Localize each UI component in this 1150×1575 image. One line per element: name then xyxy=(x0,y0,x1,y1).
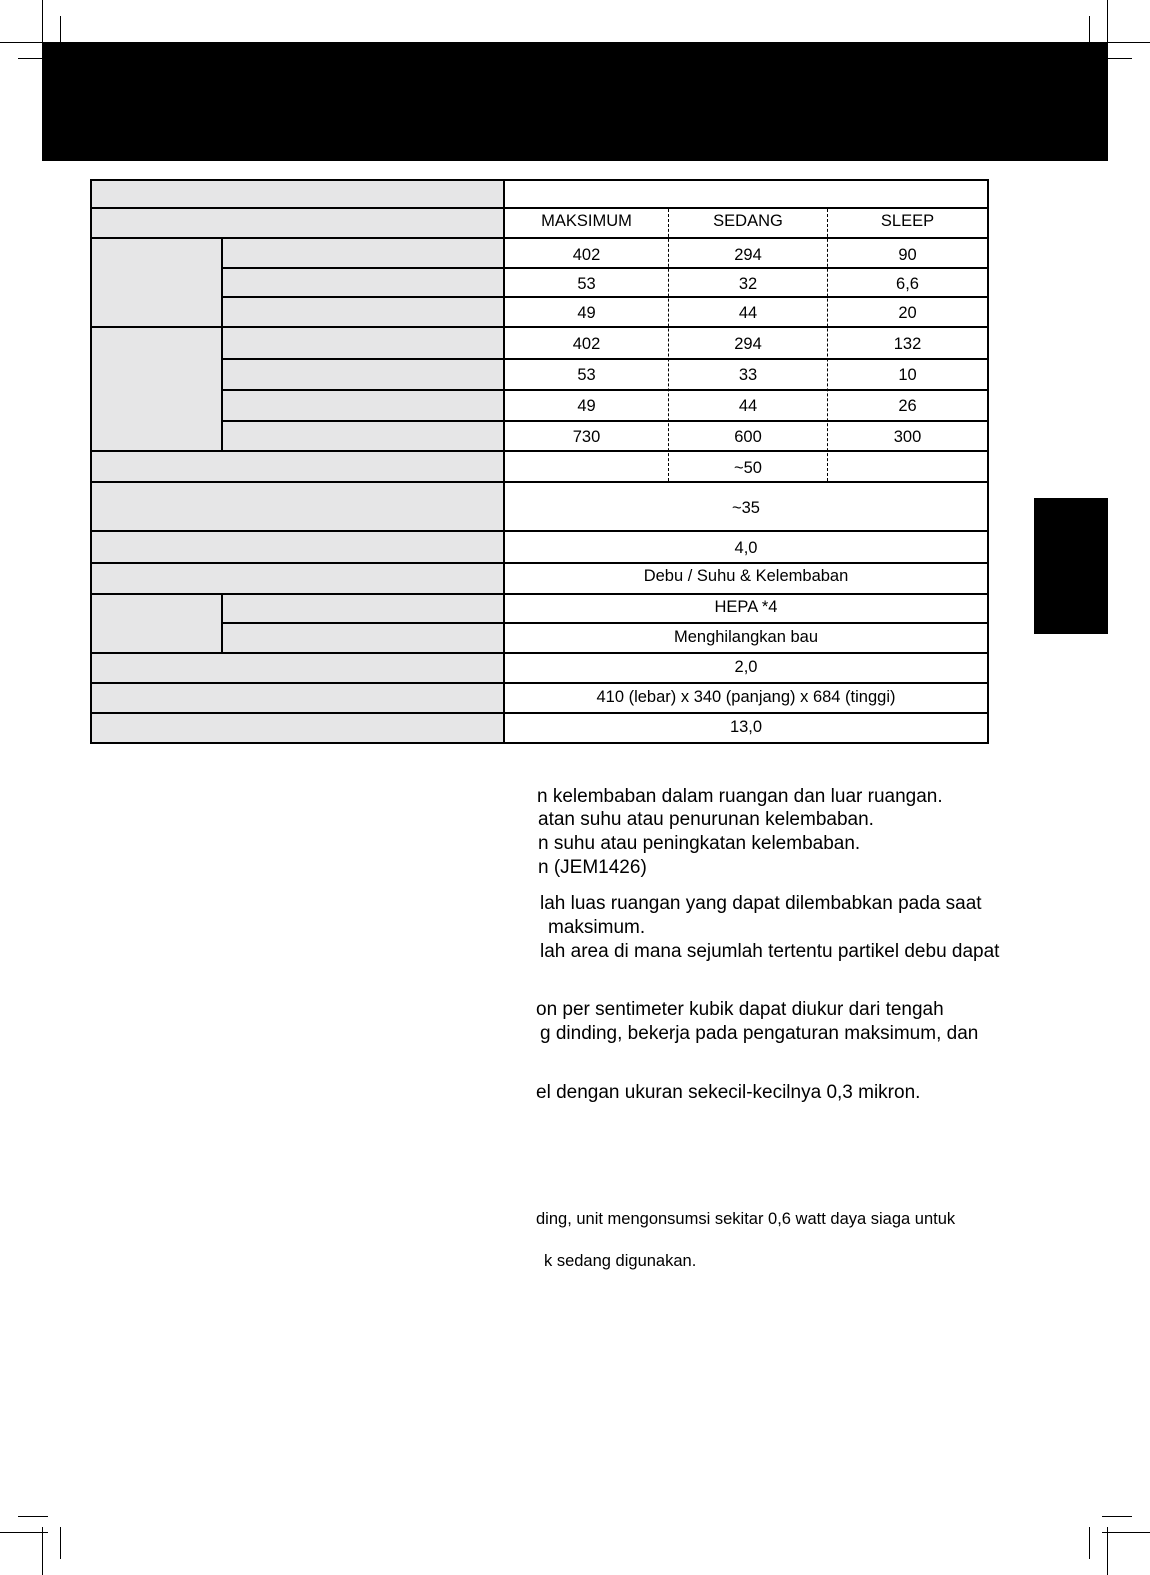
footnote-line: ding, unit mengonsumsi sekitar 0,6 watt daya siaga untuk xyxy=(536,1210,956,1228)
table-cell: HEPA *4 xyxy=(714,598,778,616)
table-cell: Menghilangkan bau xyxy=(673,628,819,646)
table-cell: 49 xyxy=(577,304,596,322)
table-cell: 33 xyxy=(738,366,758,384)
table-cell: 300 xyxy=(893,428,922,446)
column-header: MAKSIMUM xyxy=(541,212,632,230)
table-cell: 2,0 xyxy=(734,658,758,676)
footnote-line: maksimum. xyxy=(548,917,646,938)
table-cell: 4,0 xyxy=(734,539,758,557)
table-cell: 53 xyxy=(577,275,596,293)
footnote-line: n (JEM1426) xyxy=(538,857,647,878)
table-cell: 13,0 xyxy=(729,718,763,736)
footnote-line: n suhu atau peningkatan kelembaban. xyxy=(538,833,861,854)
table-cell: 90 xyxy=(898,246,917,264)
footnote-line: lah area di mana sejumlah tertentu partikel debu dapat xyxy=(540,941,1000,962)
table-cell: 53 xyxy=(577,366,596,384)
table-cell: 132 xyxy=(893,335,922,353)
footnote-line: g dinding, bekerja pada pengaturan maksimum, dan xyxy=(540,1023,979,1044)
section-side-tab xyxy=(1034,498,1108,634)
table-cell: 32 xyxy=(738,275,758,293)
table-cell: 44 xyxy=(738,304,758,322)
table-cell: 410 (lebar) x 340 (panjang) x 684 (tinggi) xyxy=(596,688,896,706)
column-header: SEDANG xyxy=(713,212,783,230)
column-header: SLEEP xyxy=(880,212,935,230)
table-cell: 294 xyxy=(734,335,762,353)
table-cell: 6,6 xyxy=(896,275,919,293)
label-cell xyxy=(90,179,504,743)
table-cell: ~35 xyxy=(732,499,760,517)
table-cell: 44 xyxy=(738,397,758,415)
table-cell: 49 xyxy=(577,397,596,415)
footnote-line: atan suhu atau penurunan kelembaban. xyxy=(538,809,874,830)
table-cell: 294 xyxy=(734,246,762,264)
table-cell: 402 xyxy=(572,335,601,353)
table-cell: 402 xyxy=(572,246,601,264)
footnote-line: k sedang digunakan. xyxy=(544,1252,697,1270)
table-cell: Debu / Suhu & Kelembaban xyxy=(643,567,849,585)
table-cell: ~50 xyxy=(734,459,762,477)
header-bar xyxy=(42,42,1108,161)
table-cell: 730 xyxy=(572,428,601,446)
footnote-line: n kelembaban dalam ruangan dan luar ruangan. xyxy=(537,786,943,807)
footnote-line: el dengan ukuran sekecil-kecilnya 0,3 mikron. xyxy=(536,1082,921,1103)
table-cell: 10 xyxy=(898,366,917,384)
table-cell: 20 xyxy=(898,304,917,322)
footnote-line: lah luas ruangan yang dapat dilembabkan pada saat xyxy=(540,893,982,914)
footnote-line: on per sentimeter kubik dapat diukur dari tengah xyxy=(536,999,944,1020)
table-cell: 26 xyxy=(898,397,917,415)
table-cell: 600 xyxy=(734,428,762,446)
